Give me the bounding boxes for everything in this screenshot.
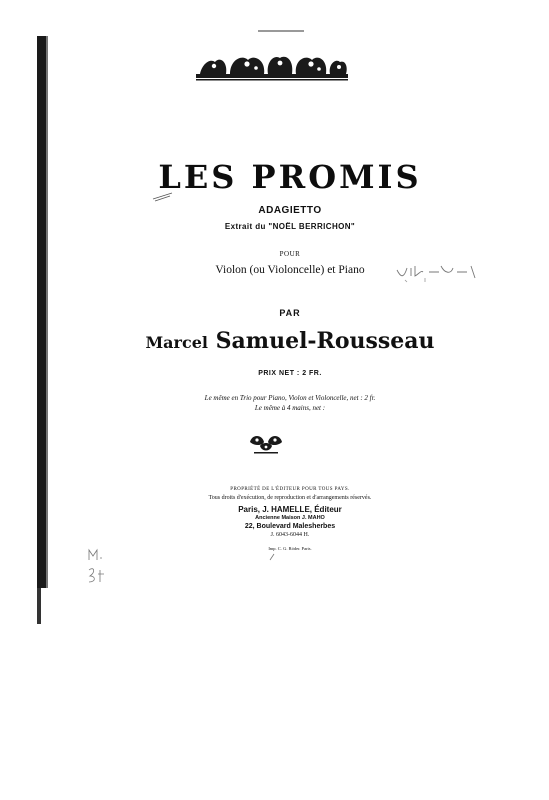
publisher-former-house: Ancienne Maison J. MAHO [255, 515, 325, 521]
rights-notice: PROPRIÉTÉ DE L'ÉDITEUR POUR TOUS PAYS. [230, 487, 350, 492]
page-title: LES PROMIS [158, 158, 422, 196]
composer-last-name: Samuel-Rousseau [215, 328, 435, 354]
binding-spine-foot [37, 588, 41, 624]
instrumentation: Violon (ou Violoncelle) et Piano [215, 264, 365, 276]
stray-mark-icon [268, 552, 278, 562]
pencil-mark-icon [152, 190, 174, 202]
top-margin-mark [258, 30, 304, 36]
floral-header-ornament-icon [196, 48, 348, 82]
binding-spine [37, 36, 46, 588]
composer-first-name: Marcel [145, 333, 208, 352]
composer-name [100, 328, 480, 354]
binding-spine-edge [46, 36, 48, 588]
four-hands-edition-line: Le même à 4 mains, net : [254, 404, 326, 412]
price: PRIX NET : 2 FR. [258, 370, 322, 377]
trio-edition-line: Le même en Trio pour Piano, Violon et Violoncelle, net : 2 fr. [204, 394, 376, 402]
plate-number: J. 6043-6044 H. [270, 532, 310, 538]
publisher-name: Paris, J. HAMELLE, Éditeur [238, 505, 342, 514]
margin-pencil-notes-icon [86, 548, 112, 588]
publisher-address: 22, Boulevard Malesherbes [244, 523, 336, 530]
extract-note: Extrait du "NOËL BERRICHON" [224, 222, 356, 231]
handwritten-annotation-icon [395, 262, 481, 284]
floral-divider-ornament-icon [248, 432, 284, 456]
rights-reserved-notice: Tous droits d'exécution, de reproduction et d'arrangements réservés. [208, 495, 372, 501]
pour-label: POUR [279, 250, 301, 258]
par-label: PAR [279, 308, 301, 318]
printer-credit: Imp. C. G. Röder. Paris. [268, 546, 312, 551]
tempo-marking: ADAGIETTO [258, 205, 322, 216]
